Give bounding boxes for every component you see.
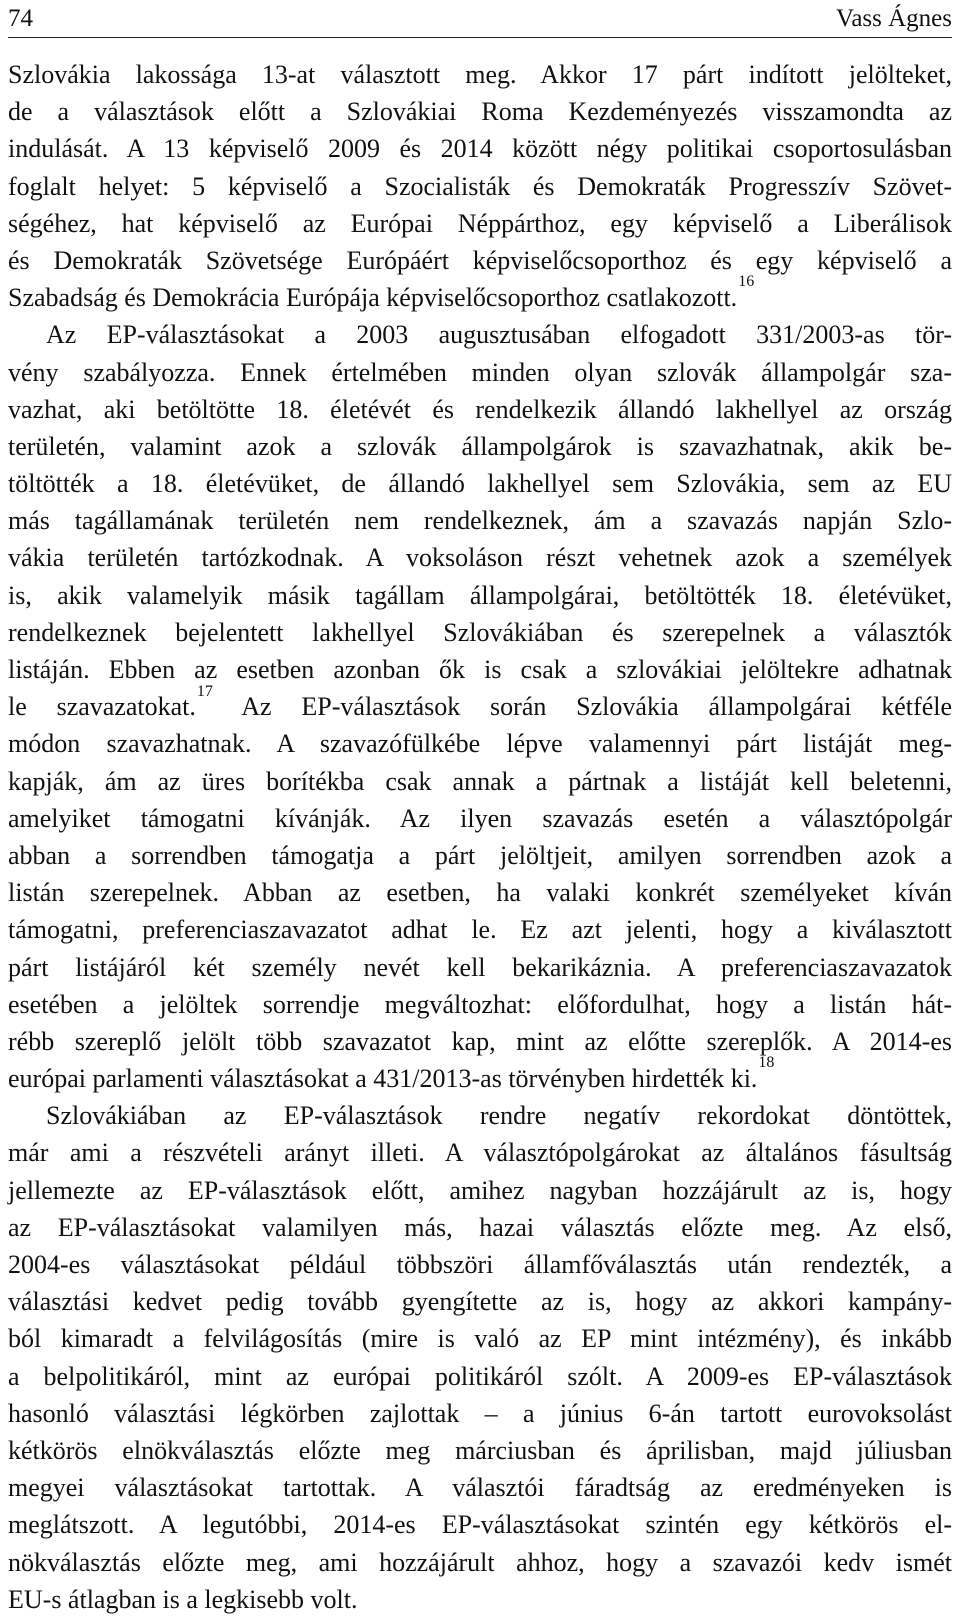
text-segment: európai parlamenti választásokat a 431/2013-as törvényben hirdették ki.	[8, 1064, 758, 1094]
text-line: ségéhez, hat képviselő az Európai Néppárthoz, egy képviselő a Liberálisok	[8, 208, 952, 238]
text-segment: Szabadság és Demokrácia Európája képviselőcsoporthoz csatlakozott.	[8, 283, 738, 313]
text-line: már ami a részvételi arányt illeti. A választópolgárokat az általános fásultság	[8, 1138, 952, 1168]
text-line: vazhat, aki betöltötte 18. életévét és rendelkezik állandó lakhellyel az ország	[8, 394, 952, 424]
text-line: de a választások előtt a Szlovákiai Roma Kezdeményezés visszamondta az	[8, 97, 952, 127]
body-text	[8, 56, 952, 1618]
text-line: kapják, ám az üres borítékba csak annak a pártnak a listáját kell beletenni,	[8, 766, 952, 796]
text-line	[8, 273, 952, 316]
text-line: jellemezte az EP-választások előtt, amihez nagyban hozzájárult az is, hogy	[8, 1175, 952, 1205]
text-line: a belpolitikáról, mint az európai politikáról szólt. A 2009-es EP-választások	[8, 1361, 952, 1391]
text-line: is, akik valamelyik másik tagállam állampolgárai, betöltötték 18. életévüket,	[8, 580, 952, 610]
text-line: listáján. Ebben az esetben azonban ők is csak a szlovákiai jelöltekre adhatnak	[8, 655, 952, 684]
text-line: abban a sorrendben támogatja a párt jelöltjeit, amilyen sorrendben azok a	[8, 840, 952, 870]
text-line: területén, valamint azok a szlovák állampolgárok is szavazhatnak, akik be-	[8, 431, 952, 461]
text-line: hasonló választási légkörben zajlottak – a június 6-án tartott eurovoksolást	[8, 1398, 952, 1428]
running-head-author: Vass Ágnes	[836, 5, 952, 32]
text-line: vákia területén tartózkodnak. A voksoláson részt vehetnek azok a személyek	[8, 543, 952, 573]
text-line: az EP-választásokat valamilyen más, hazai választás előzte meg. Az első,	[8, 1212, 952, 1242]
text-line: más tagállamának területén nem rendelkeznek, ám a szavazás napján Szlo-	[8, 506, 952, 536]
text-line: foglalt helyet: 5 képviselő a Szocialisták és Demokraták Progresszív Szövet-	[8, 171, 952, 201]
text-line: Szlovákia lakossága 13-at választott meg. Akkor 17 párt indított jelölteket,	[8, 60, 952, 89]
text-line: és Demokraták Szövetsége Európáért képviselőcsoporthoz és egy képviselő a	[8, 245, 952, 275]
header-rule	[8, 37, 952, 38]
text-line: Szlovákiában az EP-választások rendre negatív rekordokat döntöttek,	[46, 1101, 952, 1131]
text-line	[8, 682, 952, 725]
footnote-ref: 16	[738, 273, 755, 291]
text-line: választási kedvet pedig tovább gyengítette az is, hogy az akkori kampány-	[8, 1287, 952, 1317]
text-line: indulását. A 13 képviselő 2009 és 2014 között négy politikai csoportosulásban	[8, 134, 952, 164]
page-number: 74	[8, 5, 33, 32]
text-segment: le szavazatokat.	[8, 692, 196, 722]
footnote-ref: 18	[758, 1054, 775, 1072]
text-line: módon szavazhatnak. A szavazófülkébe lépve valamennyi párt listáját meg-	[8, 729, 952, 759]
text-line: esetében a jelöltek sorrendje megváltozhat: előfordulhat, hogy a listán hát-	[8, 989, 952, 1019]
text-line: ból kimaradt a felvilágosítás (mire is való az EP mint intézmény), és inkább	[8, 1324, 952, 1354]
footnote-ref: 17	[196, 682, 213, 700]
text-segment: Az EP-választások során Szlovákia állampolgárai kétféle	[212, 692, 952, 722]
book-page	[8, 0, 952, 1614]
text-line: kétkörös elnökválasztás előzte meg márciusban és áprilisban, majd júliusban	[8, 1435, 952, 1465]
text-line: EU-s átlagban is a legkisebb volt.	[8, 1584, 358, 1614]
text-line: párt listájáról két személy nevét kell bekarikáznia. A preferenciaszavazatok	[8, 952, 952, 982]
text-line: támogatni, preferenciaszavazatot adhat le. Ez azt jelenti, hogy a kiválasztott	[8, 915, 952, 945]
text-line: vény szabályozza. Ennek értelmében minden olyan szlovák állampolgár sza-	[8, 357, 952, 387]
text-line: listán szerepelnek. Abban az esetben, ha valaki konkrét személyeket kíván	[8, 878, 952, 908]
text-line: meglátszott. A legutóbbi, 2014-es EP-választásokat szintén egy kétkörös el-	[8, 1510, 952, 1540]
running-head	[8, 4, 952, 34]
text-line	[8, 1054, 952, 1097]
text-line: töltötték a 18. életévüket, de állandó lakhellyel sem Szlovákia, sem az EU	[8, 469, 952, 499]
text-line: 2004-es választásokat például többszöri államfőválasztás után rendezték, a	[8, 1250, 952, 1279]
text-line: Az EP-választásokat a 2003 augusztusában elfogadott 331/2003-as tör-	[46, 320, 952, 350]
text-line: amelyiket támogatni kívánják. Az ilyen szavazás esetén a választópolgár	[8, 803, 952, 833]
text-line: megyei választásokat tartottak. A választói fáradtság az eredményeken is	[8, 1473, 952, 1503]
text-line: rébb szereplő jelölt több szavazatot kap, mint az előtte szereplők. A 2014-es	[8, 1026, 952, 1056]
text-line: rendelkeznek bejelentett lakhellyel Szlovákiában és szerepelnek a választók	[8, 617, 952, 647]
text-line: nökválasztás előzte meg, ami hozzájárult ahhoz, hogy a szavazói kedv ismét	[8, 1547, 952, 1577]
